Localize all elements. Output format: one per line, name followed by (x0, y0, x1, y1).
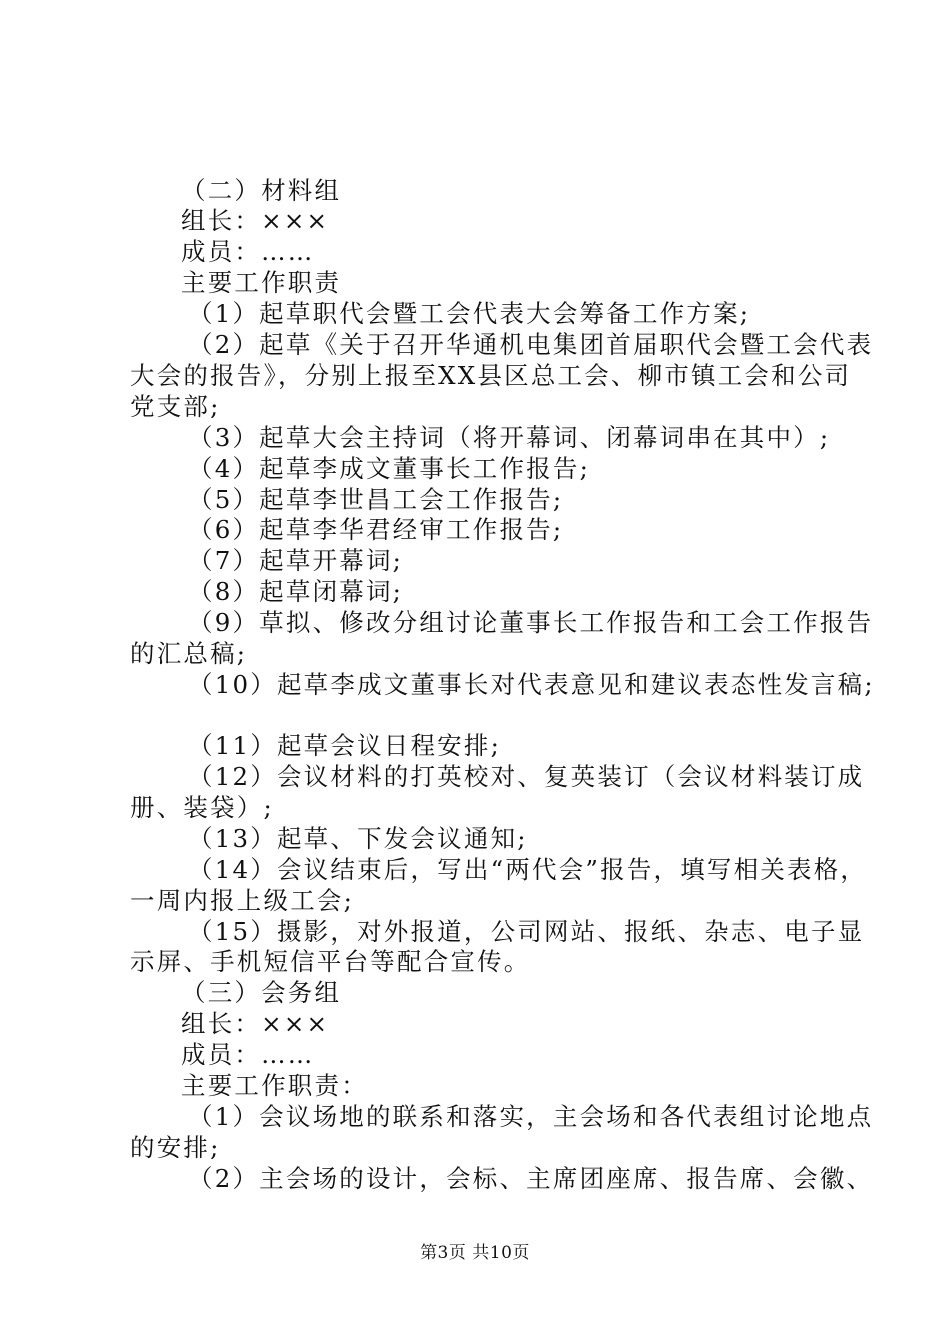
page-number-footer: 第3页 共10页 (420, 1243, 530, 1263)
duty-item: （13）起草、下发会议通知; (188, 824, 528, 853)
duty-item: （2）主会场的设计，会标、主席团座席、报告席、会徽、 (188, 1164, 874, 1193)
group-leader-line: 组长：××× (181, 1009, 330, 1038)
section-heading-affairs: （三）会务组 (181, 978, 342, 1007)
duty-item: （7）起草开幕词; (188, 546, 404, 575)
duty-item: （12）会议材料的打英校对、复英装订（会议材料装订成 (188, 762, 865, 791)
duty-item: （4）起草李成文董事长工作报告; (188, 454, 591, 483)
duty-item: （14）会议结束后，写出“两代会”报告，填写相关表格， (188, 855, 868, 884)
duty-item: （8）起草闭幕词; (188, 577, 404, 606)
duty-item: （3）起草大会主持词（将开幕词、闭幕词串在其中）; (188, 423, 831, 452)
duty-item-continued: 册、装袋）; (130, 793, 274, 822)
section-heading-materials: （二）材料组 (181, 176, 342, 205)
duty-item-continued: 示屏、手机短信平台等配合宣传。 (130, 947, 531, 976)
duty-item: （10）起草李成文董事长对代表意见和建议表态性发言稿; (188, 670, 875, 699)
duty-item: （1）起草职代会暨工会代表大会筹备工作方案; (188, 299, 751, 328)
duty-item-continued: 大会的报告》，分别上报至XX县区总工会、柳市镇工会和公司 (130, 361, 852, 390)
group-members-line: 成员：…… (181, 237, 315, 266)
duty-item: （5）起草李世昌工会工作报告; (188, 485, 564, 514)
duty-item-continued: 的安排; (130, 1133, 221, 1162)
duties-heading: 主要工作职责： (181, 1071, 368, 1100)
duty-item: （15）摄影，对外报道，公司网站、报纸、杂志、电子显 (188, 917, 865, 946)
group-members-line: 成员：…… (181, 1040, 315, 1069)
duty-item: （11）起草会议日程安排; (188, 731, 502, 760)
duty-item: （2）起草《关于召开华通机电集团首届职代会暨工会代表 (188, 330, 874, 359)
duty-item-continued: 党支部; (130, 392, 221, 421)
duties-heading: 主要工作职责 (181, 268, 342, 297)
duty-item: （6）起草李华君经审工作报告; (188, 515, 564, 544)
group-leader-line: 组长：××× (181, 206, 330, 235)
duty-item-continued: 的汇总稿; (130, 639, 248, 668)
duty-item-continued: 一周内报上级工会; (130, 886, 355, 915)
duty-item: （1）会议场地的联系和落实，主会场和各代表组讨论地点 (188, 1102, 874, 1131)
duty-item: （9）草拟、修改分组讨论董事长工作报告和工会工作报告 (188, 608, 874, 637)
